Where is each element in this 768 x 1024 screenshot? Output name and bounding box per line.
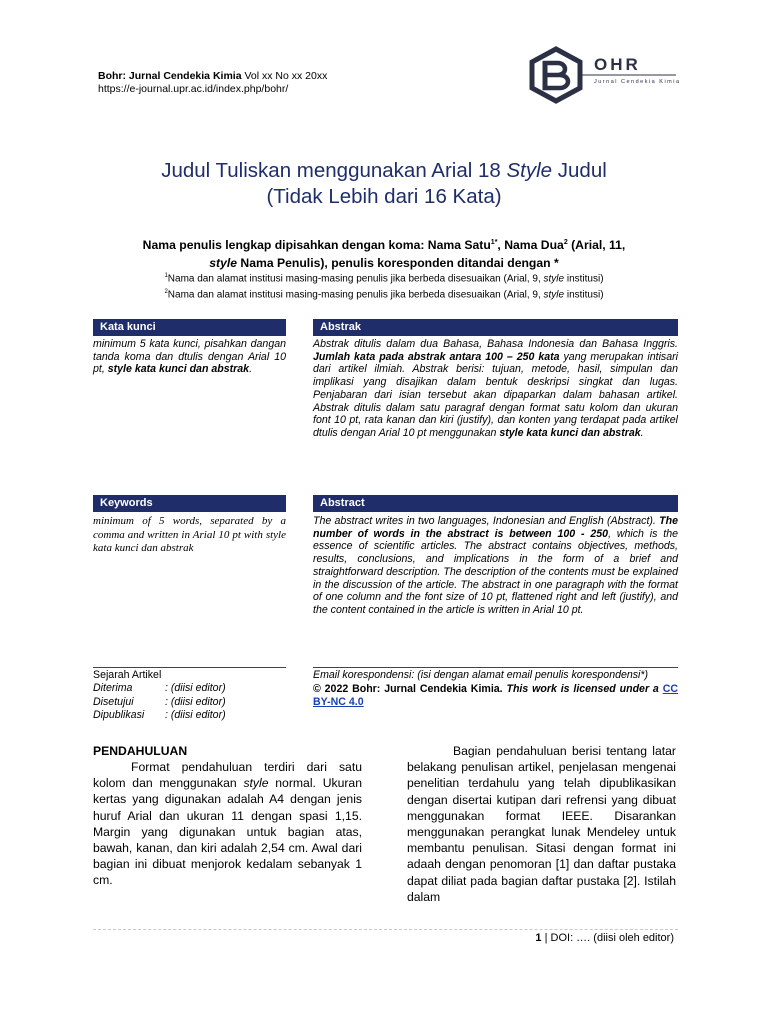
title-italic: Style xyxy=(506,159,553,182)
kata-kunci-end: . xyxy=(249,363,253,376)
license-text: This work is licensed under a xyxy=(506,683,663,695)
bohr-logo xyxy=(528,46,681,104)
title-text-end: Judul xyxy=(552,159,607,182)
history-value: : (diisi editor) xyxy=(165,682,226,695)
affil-num: 1 xyxy=(164,273,168,279)
intro-text: normal. Ukuran kertas yang digunakan adalah A4 dengan jenis huruf Arial dan ukuran 11 dengan spasi 1,15. Margin yang digunakan untuk bagian atas, bawah, kanan, dan kiri adalah 2,54 cm. Awal dari bagian ini dibuat menjorok kedalam sebanyak 1 cm. xyxy=(93,776,362,888)
correspondence-block xyxy=(313,669,678,709)
abstrak-bold: Jumlah kata pada abstrak antara 100 – 250 kata xyxy=(313,350,560,363)
keywords-heading: Keywords xyxy=(93,495,286,512)
history-row xyxy=(93,682,286,695)
article-history xyxy=(93,669,286,722)
kata-kunci-bold: style kata kunci dan abstrak xyxy=(107,363,250,376)
affil-text: Nama dan alamat institusi masing-masing penulis jika berbeda disesuaikan (Arial, 9, xyxy=(167,289,544,301)
page-footer xyxy=(535,931,674,945)
history-label: Disetujui xyxy=(93,695,134,708)
correspondence-email: Email korespondensi: (isi dengan alamat email penulis korespondensi*) xyxy=(313,669,649,681)
history-value: : (diisi editor) xyxy=(165,708,226,721)
abstrak-bold: style kata kunci dan abstrak xyxy=(499,426,641,439)
doi-text: | DOI: …. (diisi oleh editor) xyxy=(541,932,674,944)
abstract-bold: The number of words in the abstract is between 100 - 250 xyxy=(313,515,678,540)
abstract-heading: Abstract xyxy=(313,495,678,512)
keywords-text: minimum of 5 words, separated by a comma and written in Arial 10 pt with style kata kunci dan abstrak xyxy=(93,515,286,554)
author-text: Nama Penulis), penulis koresponden ditandai dengan * xyxy=(237,256,559,271)
logo-text: OHR xyxy=(594,55,641,74)
license-link[interactable]: CC BY-NC 4.0 xyxy=(313,683,678,708)
affil-text: Nama dan alamat institusi masing-masing penulis jika berbeda disesuaikan (Arial, 9, xyxy=(167,273,544,285)
introduction-left-column xyxy=(93,759,362,889)
journal-header xyxy=(98,70,327,83)
abstrak-heading: Abstrak xyxy=(313,319,678,336)
page-number: 1 xyxy=(535,932,542,944)
author-text: Nama penulis lengkap dipisahkan dengan koma: Nama Satu xyxy=(142,238,491,253)
intro-text: Format pendahuluan terdiri dari satu kolom dan menggunakan xyxy=(93,760,362,791)
history-value: : (diisi editor) xyxy=(165,695,226,708)
intro-italic: style xyxy=(243,776,269,791)
affil-end: institusi) xyxy=(564,273,604,285)
footer-divider xyxy=(93,929,678,930)
affil-italic: style xyxy=(543,273,565,285)
journal-url[interactable]: https://e-journal.upr.ac.id/index.php/bohr/ xyxy=(98,83,289,95)
kata-kunci-heading: Kata kunci xyxy=(93,319,286,336)
abstrak-body: yang merupakan intisari dari artikel ilmiah. Abstrak berisi: tujuan, metode, hasil, simpulan dan implikasi yang disajikan dalam bentuk deskripsi singkat dan lugas. Penjabaran dari isian tersebut akan dipaparkan dalam bahasan artikel. Abstrak ditulis dalam satu paragraf dengan format satu kolom dan ukuran font 10 pt, rata kanan dan kiri (justify), dan konten yang terdapat pada artikel dtulis dengan Arial 10 pt menggunakan xyxy=(313,350,678,439)
history-row xyxy=(93,696,286,709)
journal-volume: Vol xx No xx 20xx xyxy=(244,70,328,82)
kata-kunci-text xyxy=(93,338,286,376)
abstrak-end: . xyxy=(640,426,644,439)
title-text: Judul Tuliskan menggunakan Arial 18 xyxy=(161,159,507,182)
affil-italic: style xyxy=(543,289,565,301)
author-sup: 2 xyxy=(563,239,568,246)
abstrak-body: Abstrak ditulis dalam dua Bahasa, Bahasa Indonesia dan Bahasa Inggris. xyxy=(313,338,678,350)
history-divider xyxy=(93,667,286,668)
author-text: , Nama Dua xyxy=(497,238,564,253)
history-label: Diterima xyxy=(93,682,133,695)
author-list xyxy=(70,234,698,272)
kata-kunci-body: minimum 5 kata kunci, pisahkan dangan tanda koma dan dtulis dengan Arial 10 pt, xyxy=(93,338,286,376)
abstract-text xyxy=(313,515,678,617)
affiliation-2 xyxy=(70,286,698,301)
title-line-2: (Tidak Lebih dari 16 Kata) xyxy=(266,185,502,208)
section-heading-pendahuluan: PENDAHULUAN xyxy=(93,744,188,758)
author-italic: style xyxy=(209,256,238,271)
affiliation-1 xyxy=(70,270,698,285)
paper-title xyxy=(60,158,708,210)
history-row xyxy=(93,709,286,722)
history-title: Sejarah Artikel xyxy=(93,669,162,681)
abstract-body: , which is the essence of scientific articles. The abstract contains objectives, methods, results, conclusions, and implications in the form of a brief and straightforward description. The description of the contents must be explained in the discussion of the article. The abstract in one paragraph with the format of one column and the font size of 10 pt, flattened right and left (justify), and the content contained in the article is written in Arial 10 pt. xyxy=(313,527,678,616)
history-label: Dipublikasi xyxy=(93,708,145,721)
author-text: (Arial, 11, xyxy=(567,238,626,253)
correspondence-divider xyxy=(313,667,678,668)
abstrak-text xyxy=(313,338,678,440)
copyright-line xyxy=(313,683,678,709)
affil-end: institusi) xyxy=(564,289,604,301)
abstract-body: The abstract writes in two languages, Indonesian and English (Abstract). xyxy=(313,515,660,527)
affil-num: 2 xyxy=(164,289,168,295)
logo-subtext: Jurnal Cendekia Kimia xyxy=(594,79,681,85)
introduction-right-column: Bagian pendahuluan berisi tentang latar belakang penulisan artikel, penjelasan mengenai penelitian terdahulu yang telah dipublikasikan dengan disertai kutipan dari refrensi yang dibuat menggunakan format IEEE. Disarankan menggunakan perangkat lunak Mendeley untuk membantu penulisan. Sitasi dengan format ini adaah dengan penomoran [1] dan daftar pustaka dapat diliat pada bagian daftar pustaka [2]. Istilah dalam xyxy=(407,744,676,904)
journal-name: Bohr: Jurnal Cendekia Kimia xyxy=(98,70,242,82)
copyright-text: © 2022 Bohr: Jurnal Cendekia Kimia. xyxy=(313,683,507,695)
author-sup: 1* xyxy=(490,239,498,246)
